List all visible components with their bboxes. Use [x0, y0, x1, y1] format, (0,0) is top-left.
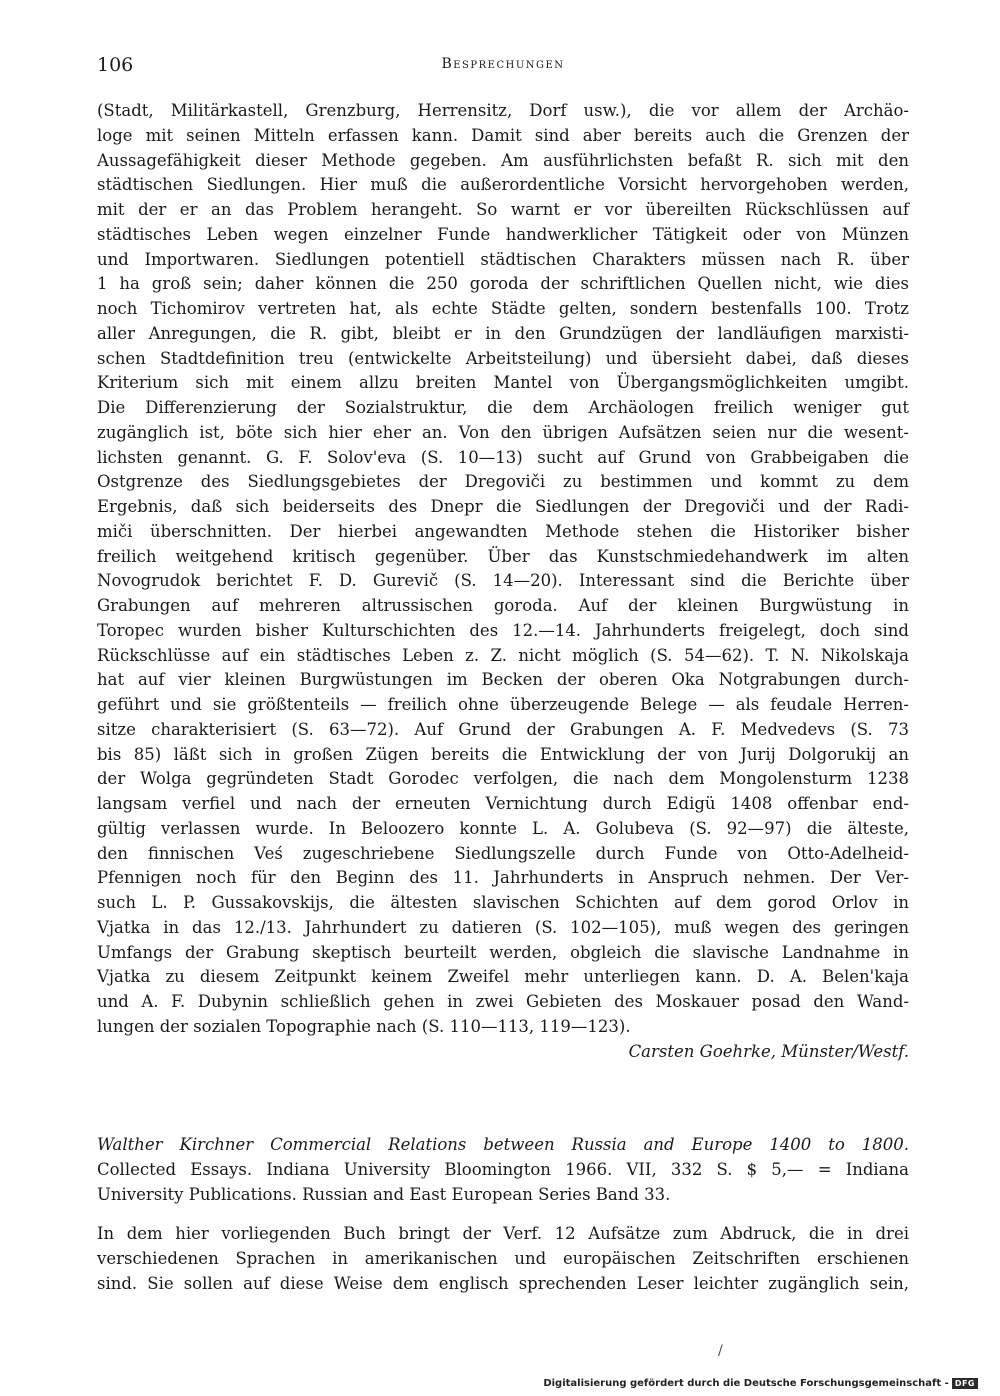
digitization-notice: [543, 1378, 978, 1389]
text-line: Kriterium sich mit einem allzu breiten Mantel von Übergangsmöglichkeiten umgibt.: [97, 373, 909, 393]
text-line: Umfangs der Grabung skeptisch beurteilt werden, obgleich die slavische Landnahme in: [97, 942, 909, 962]
text-line: Novogrudok berichtet F. D. Gurevič (S. 14—20). Interessant sind die Berichte über: [97, 571, 909, 591]
text-line: Grabungen auf mehreren altrussischen goroda. Auf der kleinen Burgwüstung in: [97, 596, 909, 615]
text-line: noch Tichomirov vertreten hat, als echte Städte gelten, sondern bestenfalls 100. Trotz: [97, 299, 909, 318]
text-line: zugänglich ist, böte sich hier eher an. Von den übrigen Aufsätzen seien nur die wesent-: [97, 422, 909, 442]
text-line: städtischen Siedlungen. Hier muß die außerordentliche Vorsicht hervorgehoben werden,: [97, 175, 909, 195]
text-line: sind. Sie sollen auf diese Weise dem englisch sprechenden Leser leichter zugänglich sein,: [97, 1273, 909, 1293]
text-line: Die Differenzierung der Sozialstruktur, die dem Archäologen freilich weniger gut: [97, 398, 909, 417]
notice-text: Digitalisierung gefördert durch die Deutsche Forschungsgemeinschaft -: [543, 1378, 949, 1389]
second-review-body: [97, 1222, 909, 1296]
text-line: der Wolga gegründeten Stadt Gorodec verfolgen, die nach dem Mongolensturm 1238: [97, 769, 909, 789]
text-line: bis 85) läßt sich in großen Zügen bereits die Entwicklung der von Jurij Dolgorukij an: [97, 744, 909, 764]
text-line: gültig verlassen wurde. In Beloozero konnte L. A. Golubeva (S. 92—97) die älteste,: [97, 818, 909, 838]
text-line: geführt und sie größtenteils — freilich ohne überzeugende Belege — als feudale Herren-: [97, 695, 909, 714]
text-line: lichsten genannt. G. F. Solov'eva (S. 10—13) sucht auf Grund von Grabbeigaben die: [97, 447, 909, 467]
text-line: Vjatka in das 12./13. Jahrhundert zu datieren (S. 102—105), muß wegen des geringen: [97, 917, 909, 937]
text-line: verschiedenen Sprachen in amerikanischen und europäischen Zeitschriften erschienen: [97, 1248, 909, 1268]
bibliographic-line: University Publications. Russian and East European Series Band 33.: [97, 1184, 671, 1204]
text-line: 1 ha groß sein; daher können die 250 goroda der schriftlichen Quellen nicht, wie dies: [97, 274, 909, 294]
running-head: [97, 54, 909, 78]
text-line: Toropec wurden bisher Kulturschichten des 12.—14. Jahrhunderts freigelegt, doch sind: [97, 620, 909, 640]
text-line: Ergebnis, daß sich beiderseits des Dnepr die Siedlungen der Dregoviči und der Radi-: [97, 497, 909, 516]
text-line: such L. P. Gussakovskijs, die ältesten slavischen Schichten auf dem gorod Orlov in: [97, 893, 909, 912]
text-line: mit der er an das Problem herangeht. So warnt er vor übereilten Rückschlüssen auf: [97, 200, 909, 219]
text-line: sitze charakterisiert (S. 63—72). Auf Grund der Grabungen A. F. Medvedevs (S. 73: [97, 719, 909, 739]
text-line: Aussagefähigkeit dieser Methode gegeben. Am ausführlichsten befaßt R. sich mit den: [97, 150, 909, 170]
text-line: städtisches Leben wegen einzelner Funde handwerklicher Tätigkeit oder von Münzen: [97, 224, 909, 244]
bibliographic-line: Collected Essays. Indiana University Bloomington 1966. VII, 332 S. $ 5,— = Indiana: [97, 1159, 909, 1179]
text-line: lungen der sozialen Topographie nach (S. 110—113, 119—123).: [97, 1016, 631, 1036]
text-line: den finnischen Veś zugeschriebene Siedlungszelle durch Funde von Otto-Adelheid-: [97, 843, 909, 863]
text-line: Pfennigen noch für den Beginn des 11. Jahrhunderts in Anspruch nehmen. Der Ver-: [97, 868, 909, 888]
text-line: Ostgrenze des Siedlungsgebietes der Dregoviči zu bestimmen und kommt zu dem: [97, 472, 909, 492]
bibliographic-entry: [97, 1133, 909, 1207]
dfg-logo: DFG: [952, 1378, 978, 1389]
bibliographic-line: Walther Kirchner Commercial Relations between Russia and Europe 1400 to 1800.: [97, 1135, 909, 1154]
text-line: In dem hier vorliegenden Buch bringt der Verf. 12 Aufsätze zum Abdruck, die in drei: [97, 1224, 909, 1243]
text-line: hat auf vier kleinen Burgwüstungen im Becken der oberen Oka Notgrabungen durch-: [97, 670, 909, 690]
text-line: loge mit seinen Mitteln erfassen kann. Damit sind aber bereits auch die Grenzen der: [97, 125, 909, 145]
text-line: Vjatka zu diesem Zeitpunkt keinem Zweifel mehr unterliegen kann. D. A. Belen'kaja: [97, 967, 909, 987]
scan-mark: /: [718, 1343, 723, 1359]
page-number: 106: [97, 54, 134, 76]
text-line: (Stadt, Militärkastell, Grenzburg, Herrensitz, Dorf usw.), die vor allem der Archäo-: [97, 101, 909, 120]
text-line: und A. F. Dubynin schließlich gehen in zwei Gebieten des Moskauer posad den Wand-: [97, 992, 909, 1011]
text-line: schen Stadtdefinition treu (entwickelte Arbeitsteilung) und übersieht dabei, daß dieses: [97, 348, 909, 368]
review-body: [97, 99, 909, 1064]
running-title: Besprechungen: [441, 56, 565, 72]
text-line: aller Anregungen, die R. gibt, bleibt er in den Grundzügen der landläufigen marxisti-: [97, 323, 909, 343]
text-line: und Importwaren. Siedlungen potentiell städtischen Charakters müssen nach R. über: [97, 249, 909, 269]
text-line: miči überschnitten. Der hierbei angewandten Methode stehen die Historiker bisher: [97, 521, 909, 541]
reviewer-signature: Carsten Goehrke, Münster/Westf.: [628, 1041, 909, 1061]
text-line: freilich weitgehend kritisch gegenüber. Über das Kunstschmiedehandwerk im alten: [97, 546, 909, 566]
text-line: langsam verfiel und nach der erneuten Vernichtung durch Edigü 1408 offenbar end-: [97, 794, 909, 813]
text-line: Rückschlüsse auf ein städtisches Leben z. Z. nicht möglich (S. 54—62). T. N. Nikolskaja: [97, 645, 909, 665]
